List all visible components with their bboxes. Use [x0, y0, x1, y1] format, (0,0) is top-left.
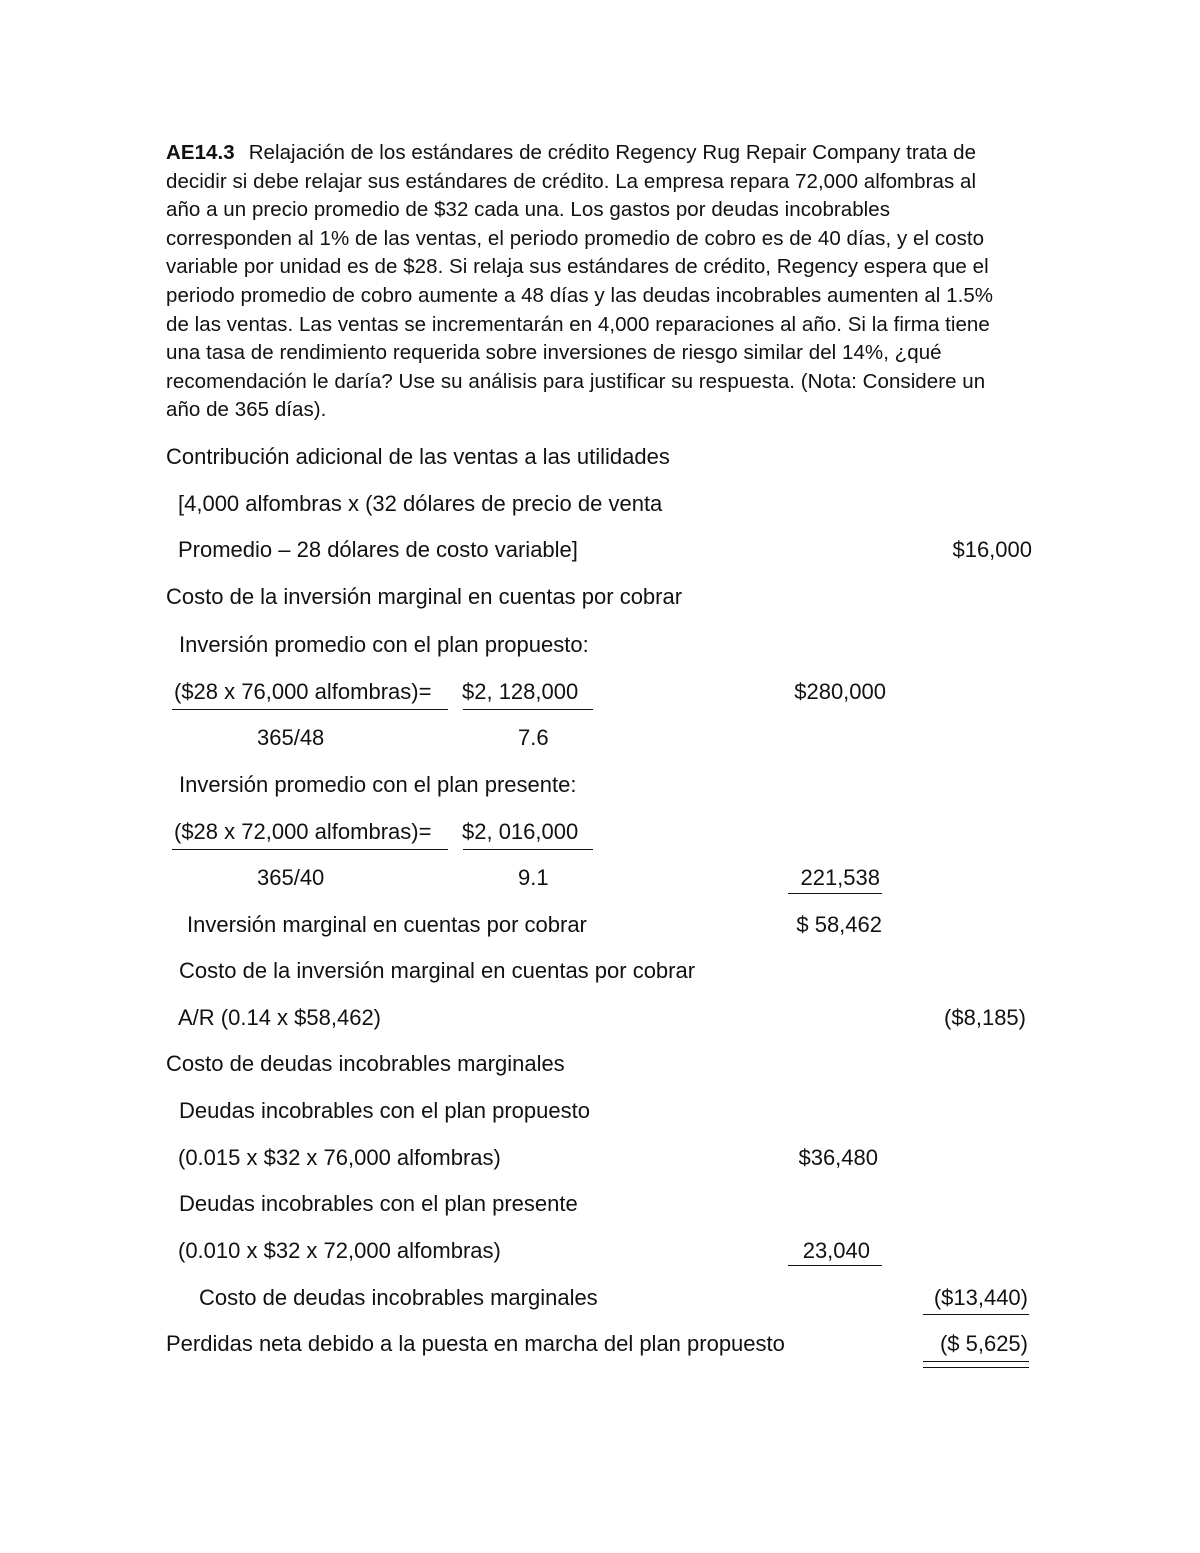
- subtotal-rule: [788, 893, 882, 894]
- problem-line: año a un precio promedio de $32 cada una. Los gastos por deudas incobrables: [166, 198, 891, 222]
- bad-debts-proposed-label: Deudas incobrables con el plan propuesto: [179, 1098, 590, 1123]
- proposed-numerator-value: $2, 128,000: [462, 679, 579, 704]
- problem-line: año de 365 días).: [166, 398, 327, 422]
- total-double-rule-top: [923, 1361, 1029, 1362]
- proposed-investment-amount: $280,000: [794, 679, 886, 704]
- net-loss-amount: ($ 5,625): [939, 1331, 1028, 1356]
- problem-line: corresponden al 1% de las ventas, el periodo promedio de cobro es de 40 días, y el costo: [166, 226, 985, 250]
- problem-line: una tasa de rendimiento requerida sobre inversiones de riesgo similar del 14%, ¿qué: [166, 341, 942, 365]
- problem-title: Relajación de los estándares de crédito Regency Rug Repair Company trata de: [248, 141, 977, 164]
- receivables-cost-formula: A/R (0.14 x $58,462): [178, 1005, 382, 1030]
- problem-statement: [166, 139, 1036, 425]
- marginal-investment-label: Inversión marginal en cuentas por cobrar: [187, 912, 587, 937]
- subtotal-rule: [923, 1314, 1029, 1315]
- present-numerator-value: $2, 016,000: [462, 819, 579, 844]
- proposed-denominator: 365/48: [257, 725, 325, 750]
- proposed-investment-label: Inversión promedio con el plan propuesto:: [179, 632, 589, 657]
- contribution-heading: Contribución adicional de las ventas a las utilidades: [166, 444, 670, 469]
- fraction-bar: [172, 849, 448, 850]
- present-denominator: 365/40: [257, 865, 325, 890]
- bad-debts-present-label: Deudas incobrables con el plan presente: [179, 1191, 578, 1216]
- present-turnover: 9.1: [518, 865, 549, 890]
- subtotal-rule: [788, 1265, 882, 1266]
- problem-code: AE14.3: [166, 141, 235, 164]
- bad-debts-proposed-formula: (0.015 x $32 x 76,000 alfombras): [178, 1145, 501, 1170]
- present-numerator: ($28 x 72,000 alfombras)=: [174, 819, 432, 844]
- problem-line: de las ventas. Las ventas se incrementarán en 4,000 reparaciones al año. Si la firma tiene: [166, 312, 990, 336]
- marginal-investment-amount: $ 58,462: [796, 912, 882, 937]
- present-investment-label: Inversión promedio con el plan presente:: [179, 772, 577, 797]
- bad-debts-proposed-amount: $36,480: [798, 1145, 878, 1170]
- problem-line: [166, 139, 1036, 168]
- proposed-numerator: ($28 x 76,000 alfombras)=: [174, 679, 432, 704]
- receivables-cost-label: Costo de la inversión marginal en cuentas por cobrar: [179, 958, 696, 983]
- problem-line: periodo promedio de cobro aumente a 48 días y las deudas incobrables aumenten al 1.5%: [166, 283, 994, 307]
- bad-debts-marginal-label: Costo de deudas incobrables marginales: [199, 1285, 598, 1310]
- fraction-bar: [463, 709, 593, 710]
- proposed-turnover: 7.6: [518, 725, 549, 750]
- fraction-bar: [463, 849, 593, 850]
- net-loss-label: Perdidas neta debido a la puesta en marcha del plan propuesto: [166, 1331, 785, 1356]
- fraction-bar: [172, 709, 448, 710]
- contribution-line-1: [4,000 alfombras x (32 dólares de precio de venta: [178, 491, 663, 516]
- receivables-cost-amount: ($8,185): [944, 1005, 1026, 1030]
- problem-line: recomendación le daría? Use su análisis para justificar su respuesta. (Nota: Considere un: [166, 369, 986, 393]
- contribution-amount: $16,000: [952, 537, 1032, 562]
- bad-debts-present-amount: 23,040: [802, 1238, 870, 1263]
- total-double-rule-bottom: [923, 1367, 1029, 1368]
- present-investment-amount: 221,538: [800, 865, 880, 890]
- bad-debts-marginal-amount: ($13,440): [933, 1285, 1028, 1310]
- problem-line: decidir si debe relajar sus estándares de crédito. La empresa repara 72,000 alfombras al: [166, 169, 977, 193]
- problem-line: variable por unidad es de $28. Si relaja sus estándares de crédito, Regency espera que el: [166, 255, 989, 279]
- receivables-heading: Costo de la inversión marginal en cuentas por cobrar: [166, 584, 683, 609]
- bad-debts-heading: Costo de deudas incobrables marginales: [166, 1051, 565, 1076]
- bad-debts-present-formula: (0.010 x $32 x 72,000 alfombras): [178, 1238, 501, 1263]
- contribution-line-2: Promedio – 28 dólares de costo variable]: [178, 537, 578, 562]
